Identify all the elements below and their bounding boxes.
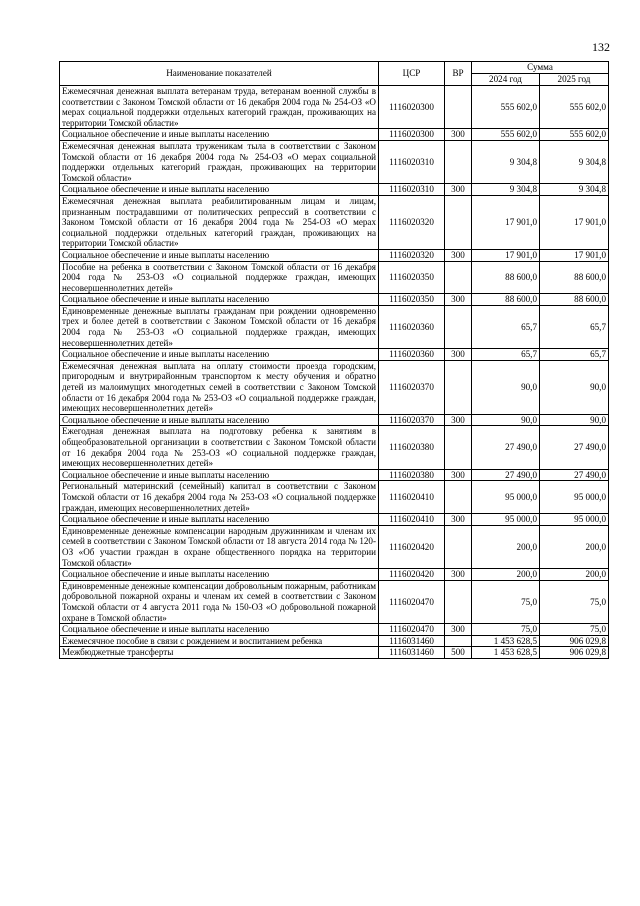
row-csr-cell: 1116020350 (379, 294, 445, 306)
row-sum-2025-cell: 88 600,0 (540, 261, 609, 294)
row-sum-2024-cell: 200,0 (472, 525, 540, 568)
table-row (60, 195, 609, 249)
row-name-cell: Социальное обеспечение и иные выплаты населению (60, 469, 379, 481)
row-name-cell: Социальное обеспечение и иные выплаты населению (60, 349, 379, 361)
table-row (60, 426, 609, 469)
row-sum-2025-cell: 555 602,0 (540, 129, 609, 141)
table-row (60, 129, 609, 141)
row-csr-cell: 1116020360 (379, 349, 445, 361)
row-vr-cell: 300 (445, 469, 472, 481)
row-sum-2024-cell: 75,0 (472, 580, 540, 623)
row-name-cell: Региональный материнский (семейный) капитал в соответствии с Законом Томской области от 16 декабря 2004 года № 253-ОЗ «О социальной поддержке граждан, имеющих несовершеннолетних детей» (60, 481, 379, 514)
row-sum-2024-cell: 17 901,0 (472, 249, 540, 261)
table-row (60, 481, 609, 514)
table-row (60, 647, 609, 659)
header-csr: ЦСР (379, 62, 445, 86)
row-vr-cell (445, 635, 472, 647)
row-name-cell: Социальное обеспечение и иные выплаты населению (60, 129, 379, 141)
row-name-cell: Ежемесячная денежная выплата труженикам тыла в соответствии с Законом Томской области от 16 декабря 2004 года № 254-ОЗ «О мерах социальной поддержки отдельных категорий граждан, проживающих на территории Томской области» (60, 140, 379, 183)
row-csr-cell: 1116020420 (379, 569, 445, 581)
table-row (60, 261, 609, 294)
row-sum-2024-cell: 27 490,0 (472, 426, 540, 469)
row-csr-cell: 1116020300 (379, 86, 445, 129)
row-name-cell: Социальное обеспечение и иные выплаты населению (60, 249, 379, 261)
row-vr-cell: 300 (445, 569, 472, 581)
row-vr-cell: 300 (445, 349, 472, 361)
header-year-2024: 2024 год (472, 74, 540, 86)
row-vr-cell (445, 580, 472, 623)
row-sum-2024-cell: 88 600,0 (472, 261, 540, 294)
row-name-cell: Единовременные денежные выплаты гражданам при рождении одновременно трех и более детей в соответствии с Законом Томской области от 16 декабря 2004 года № 253-ОЗ «О социальной поддержке граждан, имеющих несовершеннолетних детей» (60, 305, 379, 348)
row-sum-2025-cell: 17 901,0 (540, 249, 609, 261)
row-sum-2025-cell: 9 304,8 (540, 184, 609, 196)
row-csr-cell: 1116031460 (379, 635, 445, 647)
row-vr-cell: 300 (445, 129, 472, 141)
row-name-cell: Межбюджетные трансферты (60, 647, 379, 659)
row-name-cell: Ежемесячная денежная выплата реабилитированным лицам и лицам, признанным пострадавшими от политических репрессий в соответствии с Законом Томской области от 16 декабря 2004 года № 254-ОЗ «О мерах социальной поддержки отдельных категорий граждан, проживающих на территории Томской области» (60, 195, 379, 249)
row-sum-2025-cell: 906 029,8 (540, 635, 609, 647)
row-sum-2024-cell: 90,0 (472, 360, 540, 414)
table-row (60, 414, 609, 426)
row-name-cell: Единовременные денежные компенсации добровольным пожарным, работникам добровольной пожарной охраны и членам их семей в соответствии с Законом Томской области от 4 августа 2011 года № 150-ОЗ «О добровольной пожарной охране в Томской области» (60, 580, 379, 623)
row-vr-cell: 500 (445, 647, 472, 659)
row-name-cell: Социальное обеспечение и иные выплаты населению (60, 414, 379, 426)
row-sum-2024-cell: 17 901,0 (472, 195, 540, 249)
row-vr-cell (445, 426, 472, 469)
row-vr-cell: 300 (445, 514, 472, 526)
row-csr-cell: 1116020310 (379, 140, 445, 183)
header-vr: ВР (445, 62, 472, 86)
row-csr-cell: 1116020370 (379, 414, 445, 426)
row-sum-2025-cell: 75,0 (540, 624, 609, 636)
row-sum-2025-cell: 65,7 (540, 349, 609, 361)
row-sum-2025-cell: 90,0 (540, 360, 609, 414)
row-name-cell: Социальное обеспечение и иные выплаты населению (60, 624, 379, 636)
table-row (60, 525, 609, 568)
table-body (60, 86, 609, 659)
table-row (60, 569, 609, 581)
row-sum-2025-cell: 555 602,0 (540, 86, 609, 129)
row-sum-2024-cell: 65,7 (472, 305, 540, 348)
row-csr-cell: 1116020370 (379, 360, 445, 414)
row-sum-2025-cell: 27 490,0 (540, 426, 609, 469)
row-vr-cell: 300 (445, 414, 472, 426)
table-row (60, 249, 609, 261)
row-csr-cell: 1116020410 (379, 514, 445, 526)
table-row (60, 305, 609, 348)
row-vr-cell (445, 86, 472, 129)
row-name-cell: Ежегодная денежная выплата на подготовку ребенка к занятиям в общеобразовательной организации в соответствии с Законом Томской области от 16 декабря 2004 года № 253-ОЗ «О социальной поддержке граждан, имеющих несовершеннолетних детей» (60, 426, 379, 469)
table-row (60, 580, 609, 623)
row-sum-2024-cell: 65,7 (472, 349, 540, 361)
row-vr-cell (445, 525, 472, 568)
table-row (60, 635, 609, 647)
table-row (60, 140, 609, 183)
row-csr-cell: 1116020310 (379, 184, 445, 196)
row-vr-cell: 300 (445, 184, 472, 196)
row-vr-cell: 300 (445, 624, 472, 636)
row-csr-cell: 1116020320 (379, 249, 445, 261)
header-name: Наименование показателей (60, 62, 379, 86)
row-sum-2025-cell: 906 029,8 (540, 647, 609, 659)
row-sum-2025-cell: 88 600,0 (540, 294, 609, 306)
row-sum-2025-cell: 200,0 (540, 569, 609, 581)
row-vr-cell (445, 481, 472, 514)
row-sum-2024-cell: 75,0 (472, 624, 540, 636)
row-name-cell: Ежемесячное пособие в связи с рождением и воспитанием ребенка (60, 635, 379, 647)
header-year-2025: 2025 год (540, 74, 609, 86)
row-sum-2024-cell: 88 600,0 (472, 294, 540, 306)
row-csr-cell: 1116020380 (379, 469, 445, 481)
row-name-cell: Социальное обеспечение и иные выплаты населению (60, 294, 379, 306)
row-sum-2024-cell: 9 304,8 (472, 184, 540, 196)
row-vr-cell (445, 305, 472, 348)
row-name-cell: Ежемесячная денежная выплата ветеранам труда, ветеранам военной службы в соответствии с Законом Томской области от 16 декабря 2004 года № 254-ОЗ «О мерах социальной поддержки отдельных категорий граждан, проживающих на территории Томской области» (60, 86, 379, 129)
row-sum-2024-cell: 200,0 (472, 569, 540, 581)
row-sum-2025-cell: 95 000,0 (540, 514, 609, 526)
row-sum-2025-cell: 9 304,8 (540, 140, 609, 183)
row-name-cell: Ежемесячная денежная выплата на оплату стоимости проезда городским, пригородным и внутрирайонным транспортом к месту обучения и обратно детей из малоимущих многодетных семей в соответствии с Законом Томской области от 16 декабря 2004 года № 253-ОЗ «О социальной поддержке граждан, имеющих несовершеннолетних детей» (60, 360, 379, 414)
row-name-cell: Социальное обеспечение и иные выплаты населению (60, 184, 379, 196)
row-csr-cell: 1116020410 (379, 481, 445, 514)
table-row (60, 360, 609, 414)
row-sum-2024-cell: 90,0 (472, 414, 540, 426)
table-row (60, 624, 609, 636)
row-sum-2024-cell: 95 000,0 (472, 481, 540, 514)
row-sum-2025-cell: 65,7 (540, 305, 609, 348)
row-vr-cell: 300 (445, 249, 472, 261)
row-sum-2024-cell: 555 602,0 (472, 129, 540, 141)
row-sum-2024-cell: 1 453 628,5 (472, 647, 540, 659)
row-name-cell: Единовременные денежные компенсации народным дружинникам и членам их семей в соответствии с Законом Томской области от 18 августа 2014 года № 120-ОЗ «Об участии граждан в охране общественного порядка на территории Томской области» (60, 525, 379, 568)
row-sum-2025-cell: 27 490,0 (540, 469, 609, 481)
row-csr-cell: 1116020300 (379, 129, 445, 141)
row-csr-cell: 1116020420 (379, 525, 445, 568)
budget-table (59, 61, 609, 659)
row-csr-cell: 1116020360 (379, 305, 445, 348)
table-row (60, 514, 609, 526)
row-name-cell: Пособие на ребенка в соответствии с Законом Томской области от 16 декабря 2004 года № 253-ОЗ «О социальной поддержке граждан, имеющих несовершеннолетних детей» (60, 261, 379, 294)
row-sum-2025-cell: 75,0 (540, 580, 609, 623)
row-csr-cell: 1116020470 (379, 580, 445, 623)
row-sum-2024-cell: 1 453 628,5 (472, 635, 540, 647)
table-row (60, 86, 609, 129)
table-row (60, 294, 609, 306)
row-sum-2024-cell: 9 304,8 (472, 140, 540, 183)
header-sum: Сумма (472, 62, 609, 74)
row-csr-cell: 1116020380 (379, 426, 445, 469)
row-sum-2025-cell: 17 901,0 (540, 195, 609, 249)
page-number: 132 (592, 40, 610, 54)
row-csr-cell: 1116031460 (379, 647, 445, 659)
row-sum-2024-cell: 95 000,0 (472, 514, 540, 526)
row-sum-2024-cell: 27 490,0 (472, 469, 540, 481)
row-vr-cell (445, 195, 472, 249)
row-vr-cell (445, 261, 472, 294)
row-csr-cell: 1116020320 (379, 195, 445, 249)
table-row (60, 349, 609, 361)
row-vr-cell (445, 140, 472, 183)
table-row (60, 184, 609, 196)
row-csr-cell: 1116020470 (379, 624, 445, 636)
table-row (60, 469, 609, 481)
row-sum-2025-cell: 90,0 (540, 414, 609, 426)
row-sum-2024-cell: 555 602,0 (472, 86, 540, 129)
row-vr-cell: 300 (445, 294, 472, 306)
row-csr-cell: 1116020350 (379, 261, 445, 294)
row-sum-2025-cell: 95 000,0 (540, 481, 609, 514)
row-vr-cell (445, 360, 472, 414)
row-sum-2025-cell: 200,0 (540, 525, 609, 568)
row-name-cell: Социальное обеспечение и иные выплаты населению (60, 569, 379, 581)
row-name-cell: Социальное обеспечение и иные выплаты населению (60, 514, 379, 526)
